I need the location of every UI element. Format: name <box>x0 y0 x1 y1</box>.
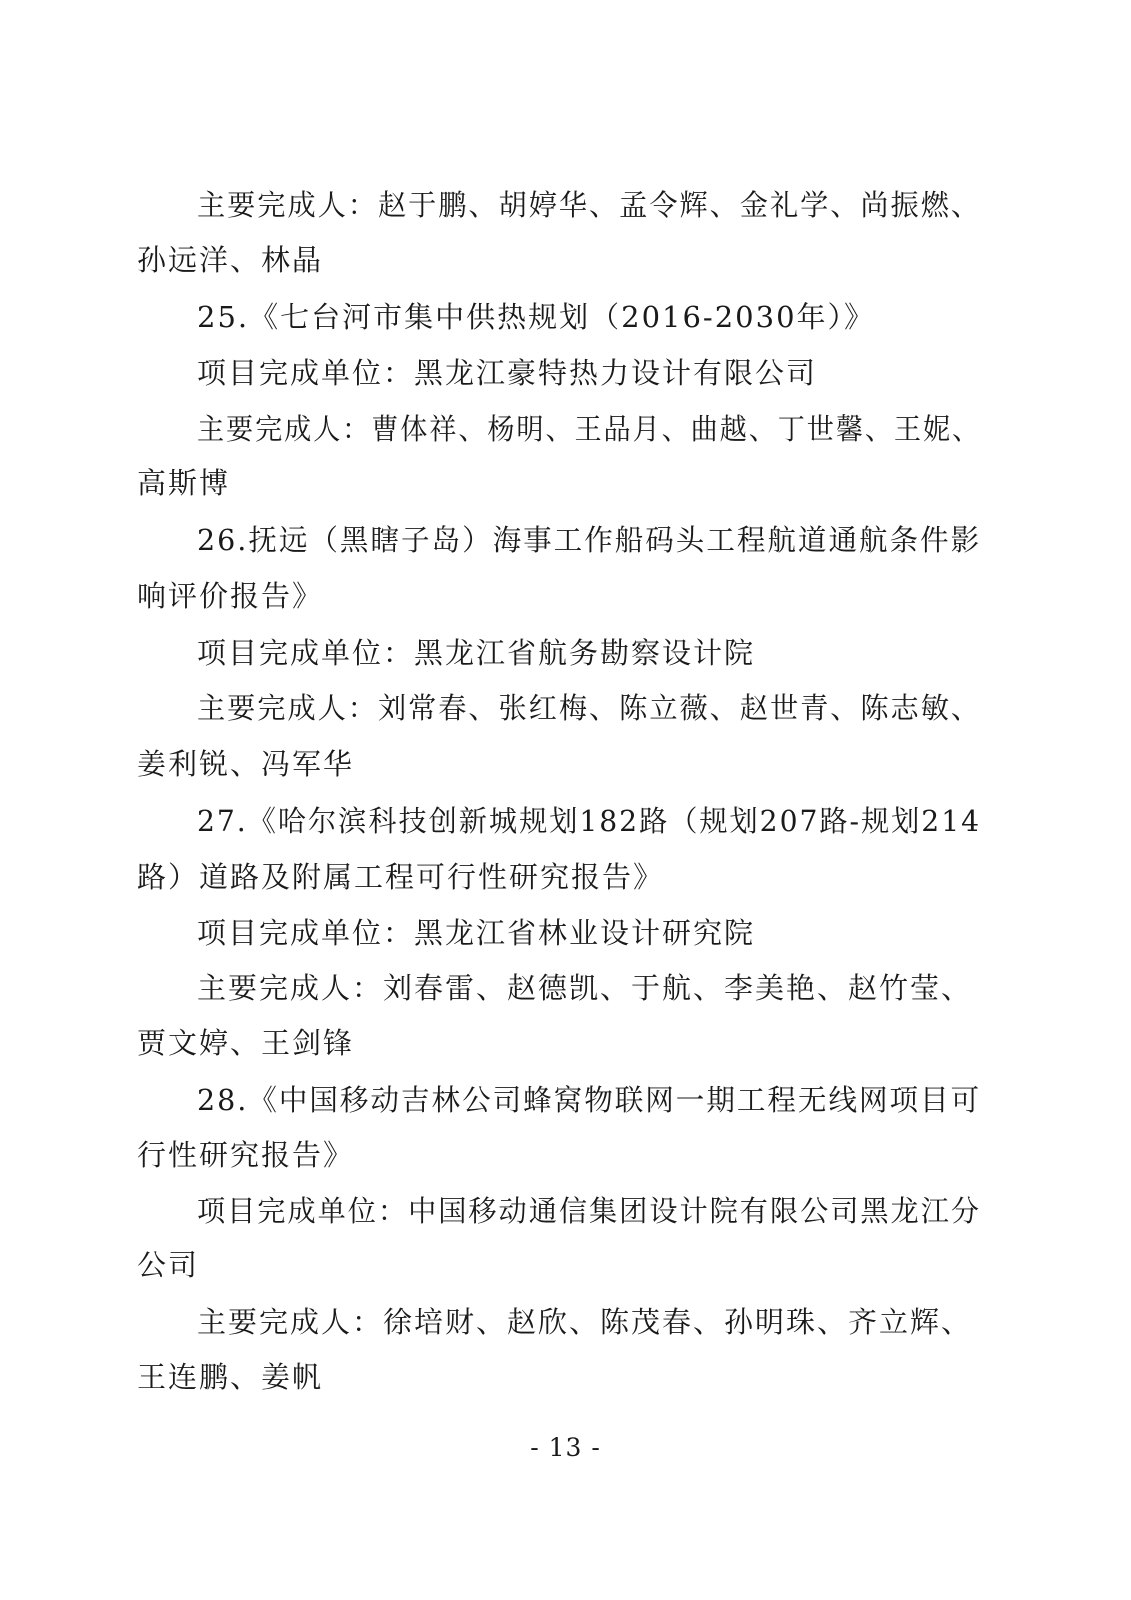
persons-line: 主要完成人：刘春雷、赵德凯、于航、李美艳、赵竹莹、 <box>197 971 973 1005</box>
persons-line-cont: 王连鹏、姜帆 <box>137 1360 324 1394</box>
entry-title-cont: 行性研究报告》 <box>137 1138 355 1172</box>
persons-line: 主要完成人：刘常春、张红梅、陈立薇、赵世青、陈志敏、 <box>197 691 982 725</box>
persons-line-cont: 高斯博 <box>137 466 231 500</box>
unit-line: 项目完成单位：黑龙江省林业设计研究院 <box>197 916 756 950</box>
unit-line: 项目完成单位：黑龙江豪特热力设计有限公司 <box>197 356 818 390</box>
unit-line-cont: 公司 <box>137 1248 200 1282</box>
entry-title: 26.抚远（黑瞎子岛）海事工作船码头工程航道通航条件影 <box>197 523 982 557</box>
persons-line-cont: 贾文婷、王剑锋 <box>137 1026 355 1060</box>
entry-title: 28.《中国移动吉林公司蜂窝物联网一期工程无线网项目可 <box>197 1083 982 1117</box>
persons-line: 主要完成人：曹体祥、杨明、王品月、曲越、丁世馨、王妮、 <box>197 412 982 446</box>
unit-line: 项目完成单位：中国移动通信集团设计院有限公司黑龙江分 <box>197 1194 982 1228</box>
persons-line: 主要完成人：赵于鹏、胡婷华、孟令辉、金礼学、尚振燃、 <box>197 188 982 222</box>
persons-line-cont: 孙远洋、林晶 <box>137 243 324 277</box>
entry-title: 27.《哈尔滨科技创新城规划182路（规划207路-规划214 <box>197 804 981 838</box>
entry-title-cont: 路）道路及附属工程可行性研究报告》 <box>137 860 665 894</box>
persons-line: 主要完成人：徐培财、赵欣、陈茂春、孙明珠、齐立辉、 <box>197 1305 973 1339</box>
persons-line-cont: 姜利锐、冯军华 <box>137 747 355 781</box>
entry-title: 25.《七台河市集中供热规划（2016-2030年）》 <box>197 300 876 334</box>
entry-title-cont: 响评价报告》 <box>137 579 324 613</box>
page-number: - 13 - <box>530 1433 601 1462</box>
unit-line: 项目完成单位：黑龙江省航务勘察设计院 <box>197 636 756 670</box>
